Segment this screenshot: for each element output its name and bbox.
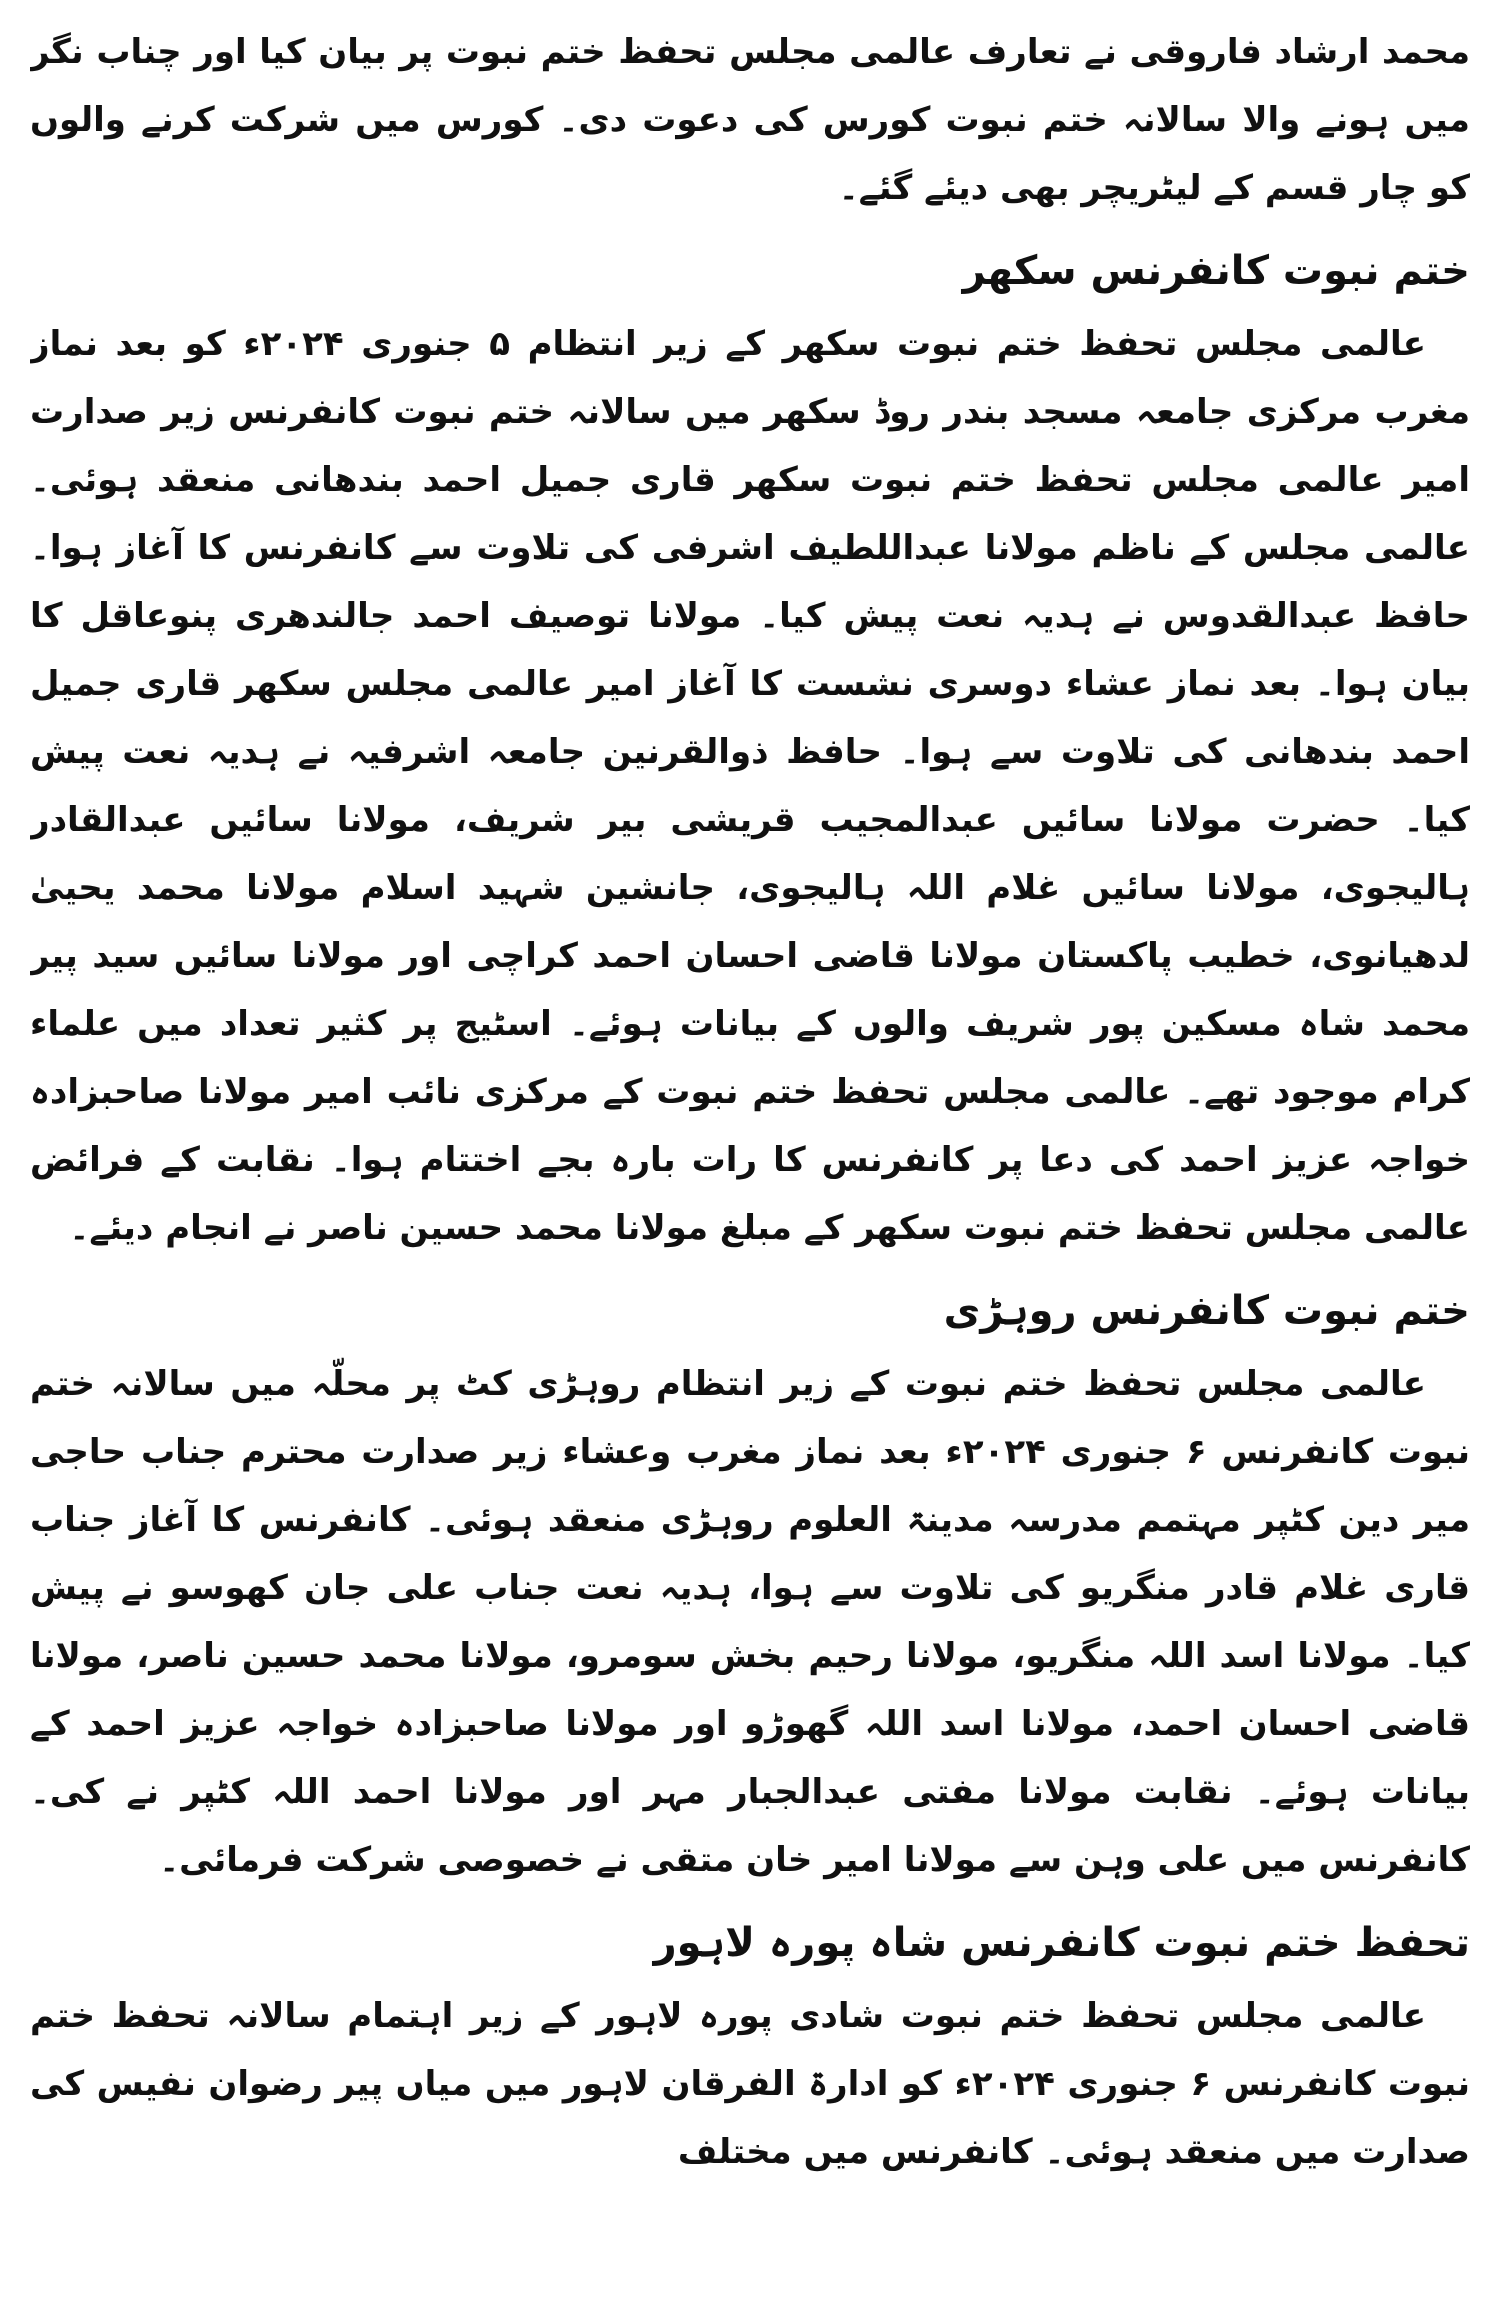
section-body-sukkur: عالمی مجلس تحفظ ختم نبوت سکھر کے زیر انتظام ۵ جنوری ۲۰۲۴ء کو بعد نماز مغرب مرکزی جامعہ مسجد بندر روڈ سکھر میں سالانہ ختم نبوت کانفرنس زیر صدارت امیر عالمی مجلس تحفظ ختم نبوت سکھر قاری جمیل احمد بندھانی منعقد ہوئی۔ عالمی مجلس کے ناظم مولانا عبداللطیف اشرفی کی تلاوت سے کانفرنس کا آغاز ہوا۔ حافظ عبدالقدوس نے ہدیہ نعت پیش کیا۔ مولانا توصیف احمد جالندھری پنوعاقل کا بیان ہوا۔ بعد نماز عشاء دوسری نشست کا آغاز امیر عالمی مجلس سکھر قاری جمیل احمد بندھانی کی تلاوت سے ہوا۔ حافظ ذوالقرنین جامعہ اشرفیہ نے ہدیہ نعت پیش کیا۔ حضرت مولانا سائیں عبدالمجیب قریشی بیر شریف، مولانا سائیں عبدالقادر ہالیجوی، مولانا سائیں غلام اللہ ہالیجوی، جانشین شہید اسلام مولانا محمد یحییٰ لدھیانوی، خطیب پاکستان مولانا قاضی احسان احمد کراچی اور مولانا سائیں سید پیر محمد شاہ مسکین پور شریف والوں کے بیانات ہوئے۔ اسٹیج پر کثیر تعداد میں علماء کرام موجود تھے۔ عالمی مجلس تحفظ ختم نبوت کے مرکزی نائب امیر مولانا صاحبزادہ خواجہ عزیز احمد کی دعا پر کانفرنس کا رات بارہ بجے اختتام ہوا۔ نقابت کے فرائض عالمی مجلس تحفظ ختم نبوت سکھر کے مبلغ مولانا محمد حسین ناصر نے انجام دیئے۔ — [30, 324, 1470, 1248]
document-page — [30, 18, 1470, 2288]
section-heading-shahpura-lahore: تحفظ ختم نبوت کانفرنس شاہ پورہ لاہور — [653, 1920, 1470, 1966]
section-body-rohri: عالمی مجلس تحفظ ختم نبوت کے زیر انتظام روہڑی کٹ پر محلّہ میں سالانہ ختم نبوت کانفرنس ۶ جنوری ۲۰۲۴ء بعد نماز مغرب وعشاء زیر صدارت محترم جناب حاجی میر دین کٹپر مہتمم مدرسہ مدینۃ العلوم روہڑی منعقد ہوئی۔ کانفرنس کا آغاز جناب قاری غلام قادر منگریو کی تلاوت سے ہوا، ہدیہ نعت جناب علی جان کھوسو نے پیش کیا۔ مولانا اسد اللہ منگریو، مولانا رحیم بخش سومرو، مولانا محمد حسین ناصر، مولانا قاضی احسان احمد، مولانا اسد اللہ گھوڑو اور مولانا صاحبزادہ خواجہ عزیز احمد کے بیانات ہوئے۔ نقابت مولانا مفتی عبدالجبار مہر اور مولانا احمد اللہ کٹپر نے کی۔ کانفرنس میں علی وہن سے مولانا امیر خان متقی نے خصوصی شرکت فرمائی۔ — [30, 1364, 1470, 1880]
section-body-shahpura-lahore: عالمی مجلس تحفظ ختم نبوت شادی پورہ لاہور کے زیر اہتمام سالانہ تحفظ ختم نبوت کانفرنس ۶ جنوری ۲۰۲۴ء کو ادارۃ الفرقان لاہور میں میاں پیر رضوان نفیس کی صدارت میں منعقد ہوئی۔ کانفرنس میں مختلف — [30, 1996, 1470, 2172]
section-heading-sukkur: ختم نبوت کانفرنس سکھر — [962, 248, 1470, 294]
section-heading-rohri: ختم نبوت کانفرنس روہڑی — [943, 1288, 1470, 1334]
intro-paragraph: محمد ارشاد فاروقی نے تعارف عالمی مجلس تحفظ ختم نبوت پر بیان کیا اور چناب نگر میں ہونے والا سالانہ ختم نبوت کورس کی دعوت دی۔ کورس میں شرکت کرنے والوں کو چار قسم کے لیٹریچر بھی دیئے گئے۔ — [30, 32, 1470, 208]
